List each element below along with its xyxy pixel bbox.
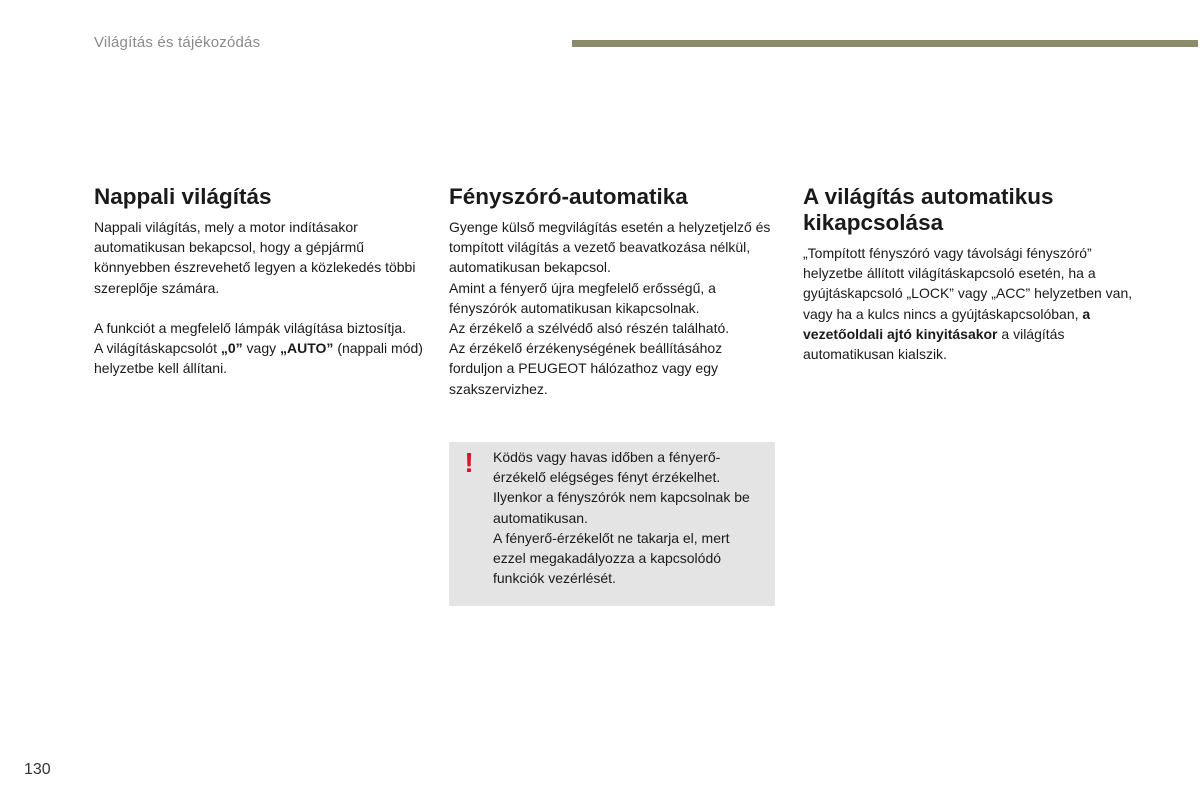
switch-position-0: „0” xyxy=(220,340,243,357)
paragraph: Az érzékelő érzékenységének beállításához forduljon a PEUGEOT hálózathoz vagy egy szakszervizhez. xyxy=(449,340,723,397)
paragraph: Nappali világítás, mely a motor indításakor automatikusan bekapcsol, hogy a gépjármű könnyebben észrevehető legyen a közlekedés többi szereplője számára. xyxy=(94,219,416,296)
switch-position-auto: „AUTO” xyxy=(280,340,334,357)
header-rule xyxy=(572,40,1198,47)
auto-switch-off-section xyxy=(803,184,1143,364)
text-span: (nappali mód) helyzetbe kell állítani. xyxy=(94,340,423,377)
section-heading: Nappali világítás xyxy=(94,184,272,209)
warning-text xyxy=(493,447,763,588)
text-span: a világítás automatikusan kialszik. xyxy=(803,325,1065,363)
paragraph: Ködös vagy havas időben a fényerő-érzékelő elégséges fényt érzékelhet. Ilyenkor a fényszórók nem kapcsolnak be automatikusan. xyxy=(493,449,750,526)
paragraph xyxy=(803,243,1143,364)
auto-headlamp-section xyxy=(449,184,779,399)
section-title: Világítás és tájékozódás xyxy=(94,34,261,51)
section-heading: A világítás automatikus kikapcsolása xyxy=(803,184,1054,235)
text-span: A világításkapcsolót xyxy=(94,340,221,357)
paragraph: A funkciót a megfelelő lámpák világítása biztosítja. xyxy=(94,319,407,336)
paragraph: Az érzékelő a szélvédő alsó részén található. xyxy=(449,320,730,337)
text-span: vagy xyxy=(242,340,281,357)
text-span: „Tompított fényszóró vagy távolsági fényszóró” helyzetbe állított világításkapcsoló esetén, ha a gyújtáskapcsoló „LOCK” vagy „ACC” helyzetben van, vagy ha a kulcs nincs a gyújtáskapcsolóban, xyxy=(803,245,1133,322)
paragraph: Gyenge külső megvilágítás esetén a helyzetjelző és tompított világítás a vezető beavatkozása nélkül, automatikusan bekapcsol. xyxy=(449,219,771,276)
paragraph: A fényerő-érzékelőt ne takarja el, mert ezzel megakadályozza a kapcsolódó funkciók vezérlését. xyxy=(493,529,730,587)
warning-exclamation-icon: ! xyxy=(464,447,474,478)
warning-box xyxy=(449,442,775,606)
paragraph xyxy=(94,338,424,378)
paragraph: Amint a fényerő újra megfelelő erősségű, a fényszórók automatikusan kikapcsolnak. xyxy=(449,279,716,316)
bold-text: a vezetőoldali ajtó kinyitásakor xyxy=(803,305,1091,342)
daytime-lights-section xyxy=(94,184,424,378)
section-heading: Fényszóró-automatika xyxy=(449,184,688,209)
page-number: 130 xyxy=(24,761,51,778)
